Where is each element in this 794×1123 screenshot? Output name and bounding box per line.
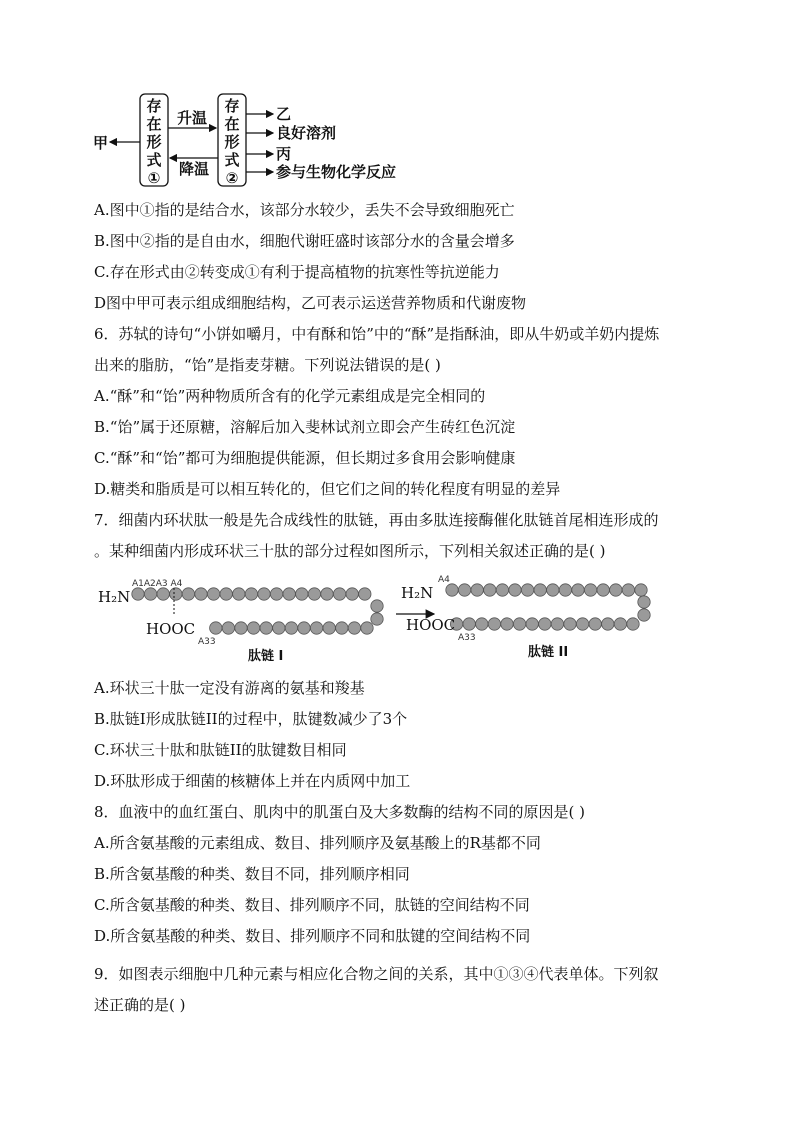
peptide-chain-diagram <box>96 572 656 664</box>
box2-char: 在 <box>224 115 240 133</box>
q6-stem-line1: 6．苏轼的诗句“小饼如嚼月，中有酥和饴”中的“酥”是指酥油，即从牛奶或羊奶内提炼 <box>94 325 660 343</box>
amino-acid-bead <box>132 588 144 600</box>
q6-option-b: B.“饴”属于还原糖，溶解后加入斐林试剂立即会产生砖红色沉淀 <box>94 418 516 436</box>
amino-acid-bead <box>589 618 601 630</box>
q7-stem-line1: 7．细菌内环状肽一般是先合成线性的肽链，再由多肽连接酶催化肽链首尾相连形成的 <box>94 511 659 529</box>
q8-stem: 8．血液中的血红蛋白、肌肉中的肌蛋白及大多数酶的结构不同的原因是( ) <box>94 803 586 821</box>
chain1-a1-a4-labels: A1A2A3 A4 <box>132 579 183 589</box>
amino-acid-bead <box>446 584 458 596</box>
chain2-h2n-label: H₂N <box>401 584 434 602</box>
amino-acid-bead <box>488 618 500 630</box>
box2-char: 形 <box>224 133 240 151</box>
amino-acid-bead <box>638 596 650 608</box>
amino-acid-bead <box>359 588 371 600</box>
amino-acid-bead <box>521 584 533 596</box>
q8-option-d: D.所含氨基酸的种类、数目、排列顺序不同和肽键的空间结构不同 <box>94 927 531 945</box>
amino-acid-bead <box>336 622 348 634</box>
amino-acid-bead <box>321 588 333 600</box>
peptide-chain-2 <box>446 584 650 630</box>
q6-option-a: A.“酥”和“饴”两种物质所含有的化学元素组成是完全相同的 <box>94 387 486 405</box>
amino-acid-bead <box>258 588 270 600</box>
water-form-diagram-svg <box>90 92 430 188</box>
amino-acid-bead <box>597 584 609 596</box>
q5-option-b: B.图中②指的是自由水，细胞代谢旺盛时该部分水的含量会增多 <box>94 232 515 250</box>
amino-acid-bead <box>635 584 647 596</box>
amino-acid-bead <box>638 609 650 621</box>
chain1-caption: 肽链 I <box>248 649 284 664</box>
amino-acid-bead <box>247 622 259 634</box>
amino-acid-bead <box>270 588 282 600</box>
amino-acid-bead <box>551 618 563 630</box>
amino-acid-bead <box>233 588 245 600</box>
q7-option-c: C.环状三十肽和肽链II的肽键数目相同 <box>94 741 347 759</box>
chain1-h2n-label: H₂N <box>98 588 131 606</box>
amino-acid-bead <box>361 622 373 634</box>
amino-acid-bead <box>564 618 576 630</box>
amino-acid-bead <box>572 584 584 596</box>
amino-acid-bead <box>513 618 525 630</box>
amino-acid-bead <box>534 584 546 596</box>
chain1-hooc-label: HOOC <box>146 620 196 638</box>
amino-acid-bead <box>371 613 383 625</box>
amino-acid-bead <box>235 622 247 634</box>
amino-acid-bead <box>283 588 295 600</box>
amino-acid-bead <box>298 622 310 634</box>
q8-option-a: A.所含氨基酸的元素组成、数目、排列顺序及氨基酸上的R基都不同 <box>94 834 541 852</box>
chain2-a33-label: A33 <box>458 633 476 643</box>
q7-option-d: D.环肽形成于细菌的核糖体上并在内质网中加工 <box>94 772 411 790</box>
label-cooling: 降温 <box>178 160 210 178</box>
amino-acid-bead <box>627 618 639 630</box>
q5-option-d: D图中甲可表示组成细胞结构，乙可表示运送营养物质和代谢废物 <box>94 294 527 312</box>
amino-acid-bead <box>614 618 626 630</box>
amino-acid-bead <box>346 588 358 600</box>
amino-acid-bead <box>526 618 538 630</box>
amino-acid-bead <box>333 588 345 600</box>
box1-char: ① <box>147 169 161 187</box>
amino-acid-bead <box>285 622 297 634</box>
amino-acid-bead <box>539 618 551 630</box>
chain2-a4-label: A4 <box>438 575 450 585</box>
chain2-hooc-label: HOOC <box>406 616 456 634</box>
amino-acid-bead <box>622 584 634 596</box>
q7-option-a: A.环状三十肽一定没有游离的氨基和羧基 <box>94 679 365 697</box>
chain2-caption: 肽链 II <box>528 645 569 660</box>
amino-acid-bead <box>210 622 222 634</box>
amino-acid-bead <box>260 622 272 634</box>
label-yi: 乙 <box>276 105 292 123</box>
amino-acid-bead <box>602 618 614 630</box>
box1-char: 在 <box>146 115 162 133</box>
amino-acid-bead <box>220 588 232 600</box>
amino-acid-bead <box>496 584 508 596</box>
amino-acid-bead <box>348 622 360 634</box>
amino-acid-bead <box>509 584 521 596</box>
amino-acid-bead <box>222 622 234 634</box>
label-reaction: 参与生物化学反应 <box>276 163 397 181</box>
peptide-chain-svg <box>96 572 656 664</box>
q5-option-a: A.图中①指的是结合水，该部分水较少，丢失不会导致细胞死亡 <box>94 201 515 219</box>
amino-acid-bead <box>484 584 496 596</box>
amino-acid-bead <box>476 618 488 630</box>
box2-char: 式 <box>224 151 240 169</box>
q9-stem-line2: 述正确的是( ) <box>94 996 186 1014</box>
amino-acid-bead <box>584 584 596 596</box>
q7-stem-line2: 。某种细菌内形成环状三十肽的部分过程如图所示，下列相关叙述正确的是( ) <box>94 542 606 560</box>
label-solvent: 良好溶剂 <box>276 124 337 142</box>
label-bing: 丙 <box>276 145 292 163</box>
q6-stem-line2: 出来的脂肪，“饴”是指麦芽糖。下列说法错误的是( ) <box>94 356 441 374</box>
amino-acid-bead <box>308 588 320 600</box>
amino-acid-bead <box>610 584 622 596</box>
amino-acid-bead <box>296 588 308 600</box>
q6-option-d: D.糖类和脂质是可以相互转化的，但它们之间的转化程度有明显的差异 <box>94 480 561 498</box>
amino-acid-bead <box>273 622 285 634</box>
water-form-diagram <box>90 92 430 188</box>
q7-option-b: B.肽链I形成肽链II的过程中，肽键数减少了3个 <box>94 710 408 728</box>
amino-acid-bead <box>463 618 475 630</box>
box2-char: 存 <box>224 97 240 115</box>
label-jia: 甲 <box>93 134 109 152</box>
amino-acid-bead <box>559 584 571 596</box>
amino-acid-bead <box>310 622 322 634</box>
amino-acid-bead <box>144 588 156 600</box>
box1-char: 形 <box>146 133 162 151</box>
amino-acid-bead <box>207 588 219 600</box>
amino-acid-bead <box>195 588 207 600</box>
amino-acid-bead <box>471 584 483 596</box>
amino-acid-bead <box>182 588 194 600</box>
amino-acid-bead <box>170 588 182 600</box>
label-warming: 升温 <box>176 109 208 127</box>
chain1-a33-label: A33 <box>198 637 216 647</box>
q5-option-c: C.存在形式由②转变成①有利于提高植物的抗寒性等抗逆能力 <box>94 263 500 281</box>
box1-char: 式 <box>146 151 162 169</box>
amino-acid-bead <box>371 600 383 612</box>
amino-acid-bead <box>323 622 335 634</box>
box2-char: ② <box>225 169 239 187</box>
q9-stem-line1: 9．如图表示细胞中几种元素与相应化合物之间的关系，其中①③④代表单体。下列叙 <box>94 965 659 983</box>
q8-option-c: C.所含氨基酸的种类、数目、排列顺序不同，肽链的空间结构不同 <box>94 896 530 914</box>
amino-acid-bead <box>547 584 559 596</box>
box1-char: 存 <box>146 97 162 115</box>
q8-option-b: B.所含氨基酸的种类、数目不同，排列顺序相同 <box>94 865 410 883</box>
amino-acid-bead <box>576 618 588 630</box>
q6-option-c: C.“酥”和“饴”都可为细胞提供能源，但长期过多食用会影响健康 <box>94 449 516 467</box>
amino-acid-bead <box>458 584 470 596</box>
amino-acid-bead <box>157 588 169 600</box>
amino-acid-bead <box>245 588 257 600</box>
amino-acid-bead <box>501 618 513 630</box>
